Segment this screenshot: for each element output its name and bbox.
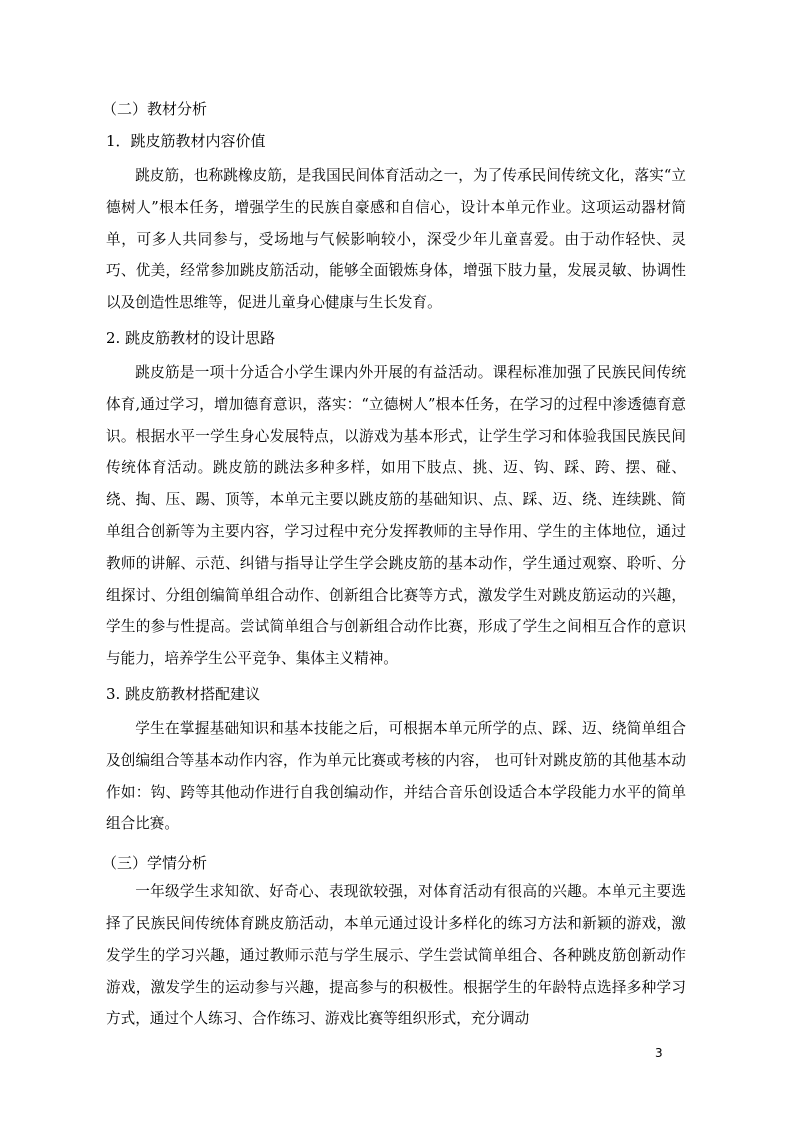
paragraph-pairing-suggestions: 学生在掌握基础知识和基本技能之后，可根据本单元所学的点、踩、迈、绕简单组合及创编组合等基本动作内容，作为单元比赛或考核的内容， 也可针对跳皮筋的其他基本动作如：钩、跨等其他动作进行自我创编动作，并结合音乐创设适合本学段能力水平的简单组合比赛。 [106, 719, 686, 833]
subheading-design-ideas: 2. 跳皮筋教材的设计思路 [106, 328, 276, 347]
paragraph-design-ideas: 跳皮筋是一项十分适合小学生课内外开展的有益活动。课程标准加强了民族民间传统体育,通过学习，增加德育意识，落实：“立德树人”根本任务，在学习的过程中渗透德育意识。根据水平一学生身心发展特点，以游戏为基本形式，让学生学习和体验我国民族民间传统体育活动。跳皮筋的跳法多种多样，如用下肢点、挑、迈、钩、踩、跨、摆、碰、绕、掏、压、踢、顶等，本单元主要以跳皮筋的基础知识、点、踩、迈、绕、连续跳、简单组合创新等为主要内容，学习过程中充分发挥教师的主导作用、学生的主体地位，通过教师的讲解、示范、纠错与指导让学生学会跳皮筋的基本动作，学生通过观察、聆听、分组探讨、分组创编简单组合动作、创新组合比赛等方式，激发学生对跳皮筋运动的兴趣，学生的参与性提高。尝试简单组合与创新组合动作比赛，形成了学生之间相互合作的意识与能力，培养学生公平竞争、集体主义精神。 [106, 363, 686, 668]
subheading-content-value: 1．跳皮筋教材内容价值 [106, 132, 266, 150]
page-content [102, 96, 686, 1035]
section-heading-textbook-analysis: （二）教材分析 [102, 100, 208, 118]
subheading-pairing-suggestions: 3. 跳皮筋教材搭配建议 [106, 684, 261, 703]
paragraph-content-value: 跳皮筋，也称跳橡皮筋，是我国民间体育活动之一，为了传承民间传统文化，落实“立德树人”根本任务，增强学生的民族自豪感和自信心，设计本单元作业。这项运动器材简单，可多人共同参与，受场地与气候影响较小，深受少年儿童喜爱。由于动作轻快、灵巧、优美，经常参加跳皮筋活动，能够全面锻炼身体，增强下肢力量，发展灵敏、协调性以及创造性思维等，促进儿童身心健康与生长发育。 [106, 167, 686, 312]
section-heading-learner-analysis: （三）学情分析 [102, 854, 208, 873]
page-number: 3 [655, 1046, 663, 1060]
paragraph-learner-analysis: 一年级学生求知欲、好奇心、表现欲较强，对体育活动有很高的兴趣。本单元主要选择了民族民间传统体育跳皮筋活动，本单元通过设计多样化的练习方法和新颖的游戏，激发学生的学习兴趣，通过教师示范与学生展示、学生尝试简单组合、各种跳皮筋创新动作游戏，激发学生的运动参与兴趣，提高参与的积极性。根据学生的年龄特点选择多种学习方式，通过个人练习、合作练习、游戏比赛等组织形式，充分调动 [106, 883, 686, 1028]
